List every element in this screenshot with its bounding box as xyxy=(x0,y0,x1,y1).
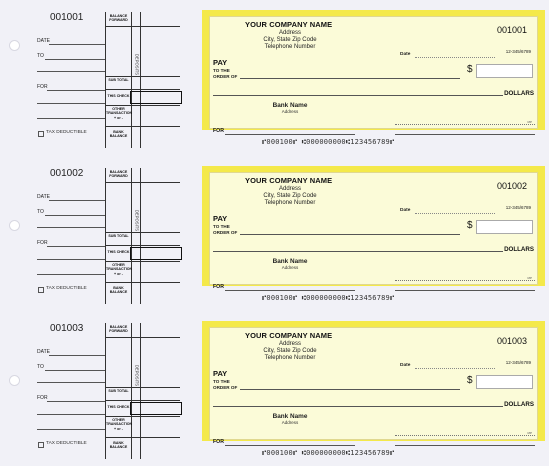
payee-line[interactable] xyxy=(240,234,460,235)
stub-number: 001003 xyxy=(50,323,84,334)
mp-label: MP xyxy=(527,120,532,124)
mp-label: MP xyxy=(527,431,532,435)
signature-line[interactable] xyxy=(395,445,535,446)
company-telephone: Telephone Number xyxy=(264,200,316,206)
dollar-sign: $ xyxy=(467,220,473,231)
signature-line[interactable] xyxy=(395,290,535,291)
company-city-state-zip: City, State Zip Code xyxy=(263,37,317,43)
check-number: 001002 xyxy=(496,181,527,191)
company-telephone: Telephone Number xyxy=(264,44,316,50)
tax-deductible-label: TAX DEDUCTIBLE xyxy=(46,286,87,291)
stub-to-line[interactable] xyxy=(45,59,105,60)
deposits-label: DEPOSITS xyxy=(134,364,140,387)
other-transaction-label: OTHER TRANSACTION xyxy=(106,418,133,427)
memo-line[interactable] xyxy=(225,290,355,291)
signature-line-upper[interactable] xyxy=(395,124,535,125)
date-label: Date xyxy=(400,52,411,57)
check-row xyxy=(0,156,549,311)
stub-to-line-2[interactable] xyxy=(37,382,105,383)
stub-to-label: TO xyxy=(37,53,44,59)
stub-for-line-2[interactable] xyxy=(37,103,105,104)
stub-for-label: FOR xyxy=(37,84,48,90)
bank-name: Bank Name xyxy=(272,258,308,265)
plus-minus-label: + or - xyxy=(114,427,123,431)
company-name: YOUR COMPANY NAME xyxy=(245,176,333,185)
sub-total-label: SUB TOTAL xyxy=(108,234,129,238)
tax-deductible-label: TAX DEDUCTIBLE xyxy=(46,130,87,135)
payee-line[interactable] xyxy=(240,78,460,79)
check-stub xyxy=(27,0,182,150)
company-city-state-zip: City, State Zip Code xyxy=(263,193,317,199)
stub-for-label: FOR xyxy=(37,240,48,246)
deposits-label: DEPOSITS xyxy=(134,53,140,76)
micr-line: ⑈000100⑈ ⑆000000000⑆123456789⑈ xyxy=(262,138,395,146)
bank-address: Address xyxy=(281,109,299,114)
check-body xyxy=(209,172,538,290)
stub-date-label: DATE xyxy=(37,38,50,44)
check-body xyxy=(209,327,538,445)
check-row xyxy=(0,0,549,155)
company-address: Address xyxy=(278,186,301,192)
payee-line[interactable] xyxy=(240,389,460,390)
binder-hole xyxy=(9,40,20,51)
check-number: 001003 xyxy=(496,336,527,346)
bank-balance-label: BANK BALANCE xyxy=(109,286,128,295)
check-stub xyxy=(27,311,182,461)
date-label: Date xyxy=(400,208,411,213)
stub-date-label: DATE xyxy=(37,194,50,200)
sub-total-label: SUB TOTAL xyxy=(108,78,129,82)
stub-for-line-3[interactable] xyxy=(37,118,105,119)
this-check-box[interactable] xyxy=(130,247,182,260)
company-address: Address xyxy=(278,341,301,347)
check-body xyxy=(209,16,538,134)
this-check-box[interactable] xyxy=(130,91,182,104)
dollar-sign: $ xyxy=(467,64,473,75)
bank-balance-label: BANK BALANCE xyxy=(109,130,128,139)
company-telephone: Telephone Number xyxy=(264,355,316,361)
date-line[interactable] xyxy=(415,368,495,369)
stub-to-line[interactable] xyxy=(45,370,105,371)
mp-label: MP xyxy=(527,276,532,280)
bank-name: Bank Name xyxy=(272,102,308,109)
stub-date-label: DATE xyxy=(37,349,50,355)
binder-hole xyxy=(9,375,20,386)
date-line[interactable] xyxy=(415,213,495,214)
to-the-order-of-label: TO THE ORDER OF xyxy=(213,379,238,390)
check-number: 001001 xyxy=(496,25,527,35)
bank-address: Address xyxy=(281,265,299,270)
tax-deductible-checkbox[interactable] xyxy=(38,287,44,293)
pay-label: PAY xyxy=(213,58,228,67)
stub-for-line[interactable] xyxy=(47,401,105,402)
plus-minus-label: + or - xyxy=(114,116,123,120)
company-name: YOUR COMPANY NAME xyxy=(245,331,333,340)
stub-number: 001002 xyxy=(50,168,84,179)
sub-total-label: SUB TOTAL xyxy=(108,389,129,393)
stub-number: 001001 xyxy=(50,12,84,23)
stub-for-line-2[interactable] xyxy=(37,259,105,260)
stub-for-line-2[interactable] xyxy=(37,414,105,415)
check-row xyxy=(0,311,549,466)
stub-to-line[interactable] xyxy=(45,215,105,216)
check xyxy=(202,321,545,445)
memo-for-label: FOR xyxy=(213,128,224,134)
routing-fraction: 12-345/6789 xyxy=(505,205,531,210)
stub-ledger xyxy=(105,323,180,459)
memo-for-label: FOR xyxy=(213,439,224,445)
amount-box[interactable] xyxy=(476,64,533,78)
amount-box[interactable] xyxy=(476,220,533,234)
stub-to-label: TO xyxy=(37,209,44,215)
deposits-label: DEPOSITS xyxy=(134,209,140,232)
routing-fraction: 12-345/6789 xyxy=(505,360,531,365)
stub-to-line-2[interactable] xyxy=(37,227,105,228)
stub-for-label: FOR xyxy=(37,395,48,401)
this-check-label: THIS CHECK xyxy=(107,94,130,98)
to-the-order-of-label: TO THE ORDER OF xyxy=(213,224,238,235)
to-the-order-of-label: TO THE ORDER OF xyxy=(213,68,238,79)
company-city-state-zip: City, State Zip Code xyxy=(263,348,317,354)
stub-to-label: TO xyxy=(37,364,44,370)
this-check-label: THIS CHECK xyxy=(107,405,130,409)
signature-line[interactable] xyxy=(395,134,535,135)
bank-name: Bank Name xyxy=(272,413,308,420)
bank-address: Address xyxy=(281,420,299,425)
pay-label: PAY xyxy=(213,369,228,378)
balance-forward-label: BALANCE FORWARD xyxy=(109,170,128,179)
stub-for-line[interactable] xyxy=(47,246,105,247)
this-check-label: THIS CHECK xyxy=(107,250,130,254)
pay-label: PAY xyxy=(213,214,228,223)
stub-ledger xyxy=(105,12,180,148)
stub-for-line-3[interactable] xyxy=(37,274,105,275)
memo-line[interactable] xyxy=(225,445,355,446)
stub-date-line[interactable] xyxy=(49,44,105,45)
micr-line: ⑈000100⑈ ⑆000000000⑆123456789⑈ xyxy=(262,294,395,302)
amount-words-line[interactable] xyxy=(213,251,503,252)
stub-for-line-3[interactable] xyxy=(37,429,105,430)
memo-line[interactable] xyxy=(225,134,355,135)
tax-deductible-checkbox[interactable] xyxy=(38,131,44,137)
binder-hole xyxy=(9,220,20,231)
company-address: Address xyxy=(278,30,301,36)
other-transaction-label: OTHER TRANSACTION xyxy=(106,107,133,116)
balance-forward-label: BALANCE FORWARD xyxy=(109,14,128,23)
date-line[interactable] xyxy=(415,57,495,58)
tax-deductible-checkbox[interactable] xyxy=(38,442,44,448)
dollars-label: DOLLARS xyxy=(504,246,534,253)
company-name: YOUR COMPANY NAME xyxy=(245,20,333,29)
routing-fraction: 12-345/6789 xyxy=(505,49,531,54)
amount-words-line[interactable] xyxy=(213,95,503,96)
check-stub xyxy=(27,156,182,306)
stub-to-line-2[interactable] xyxy=(37,71,105,72)
check xyxy=(202,166,545,290)
amount-words-line[interactable] xyxy=(213,406,503,407)
tax-deductible-label: TAX DEDUCTIBLE xyxy=(46,441,87,446)
dollar-sign: $ xyxy=(467,375,473,386)
micr-line: ⑈000100⑈ ⑆000000000⑆123456789⑈ xyxy=(262,449,395,457)
signature-line-upper[interactable] xyxy=(395,280,535,281)
date-label: Date xyxy=(400,363,411,368)
this-check-box[interactable] xyxy=(130,402,182,415)
plus-minus-label: + or - xyxy=(114,272,123,276)
stub-date-line[interactable] xyxy=(49,355,105,356)
other-transaction-label: OTHER TRANSACTION xyxy=(106,263,133,272)
stub-ledger xyxy=(105,168,180,304)
bank-balance-label: BANK BALANCE xyxy=(109,441,128,450)
balance-forward-label: BALANCE FORWARD xyxy=(109,325,128,334)
check xyxy=(202,10,545,134)
dollars-label: DOLLARS xyxy=(504,401,534,408)
memo-for-label: FOR xyxy=(213,284,224,290)
dollars-label: DOLLARS xyxy=(504,90,534,97)
stub-date-line[interactable] xyxy=(49,200,105,201)
amount-box[interactable] xyxy=(476,375,533,389)
stub-for-line[interactable] xyxy=(47,90,105,91)
signature-line-upper[interactable] xyxy=(395,435,535,436)
